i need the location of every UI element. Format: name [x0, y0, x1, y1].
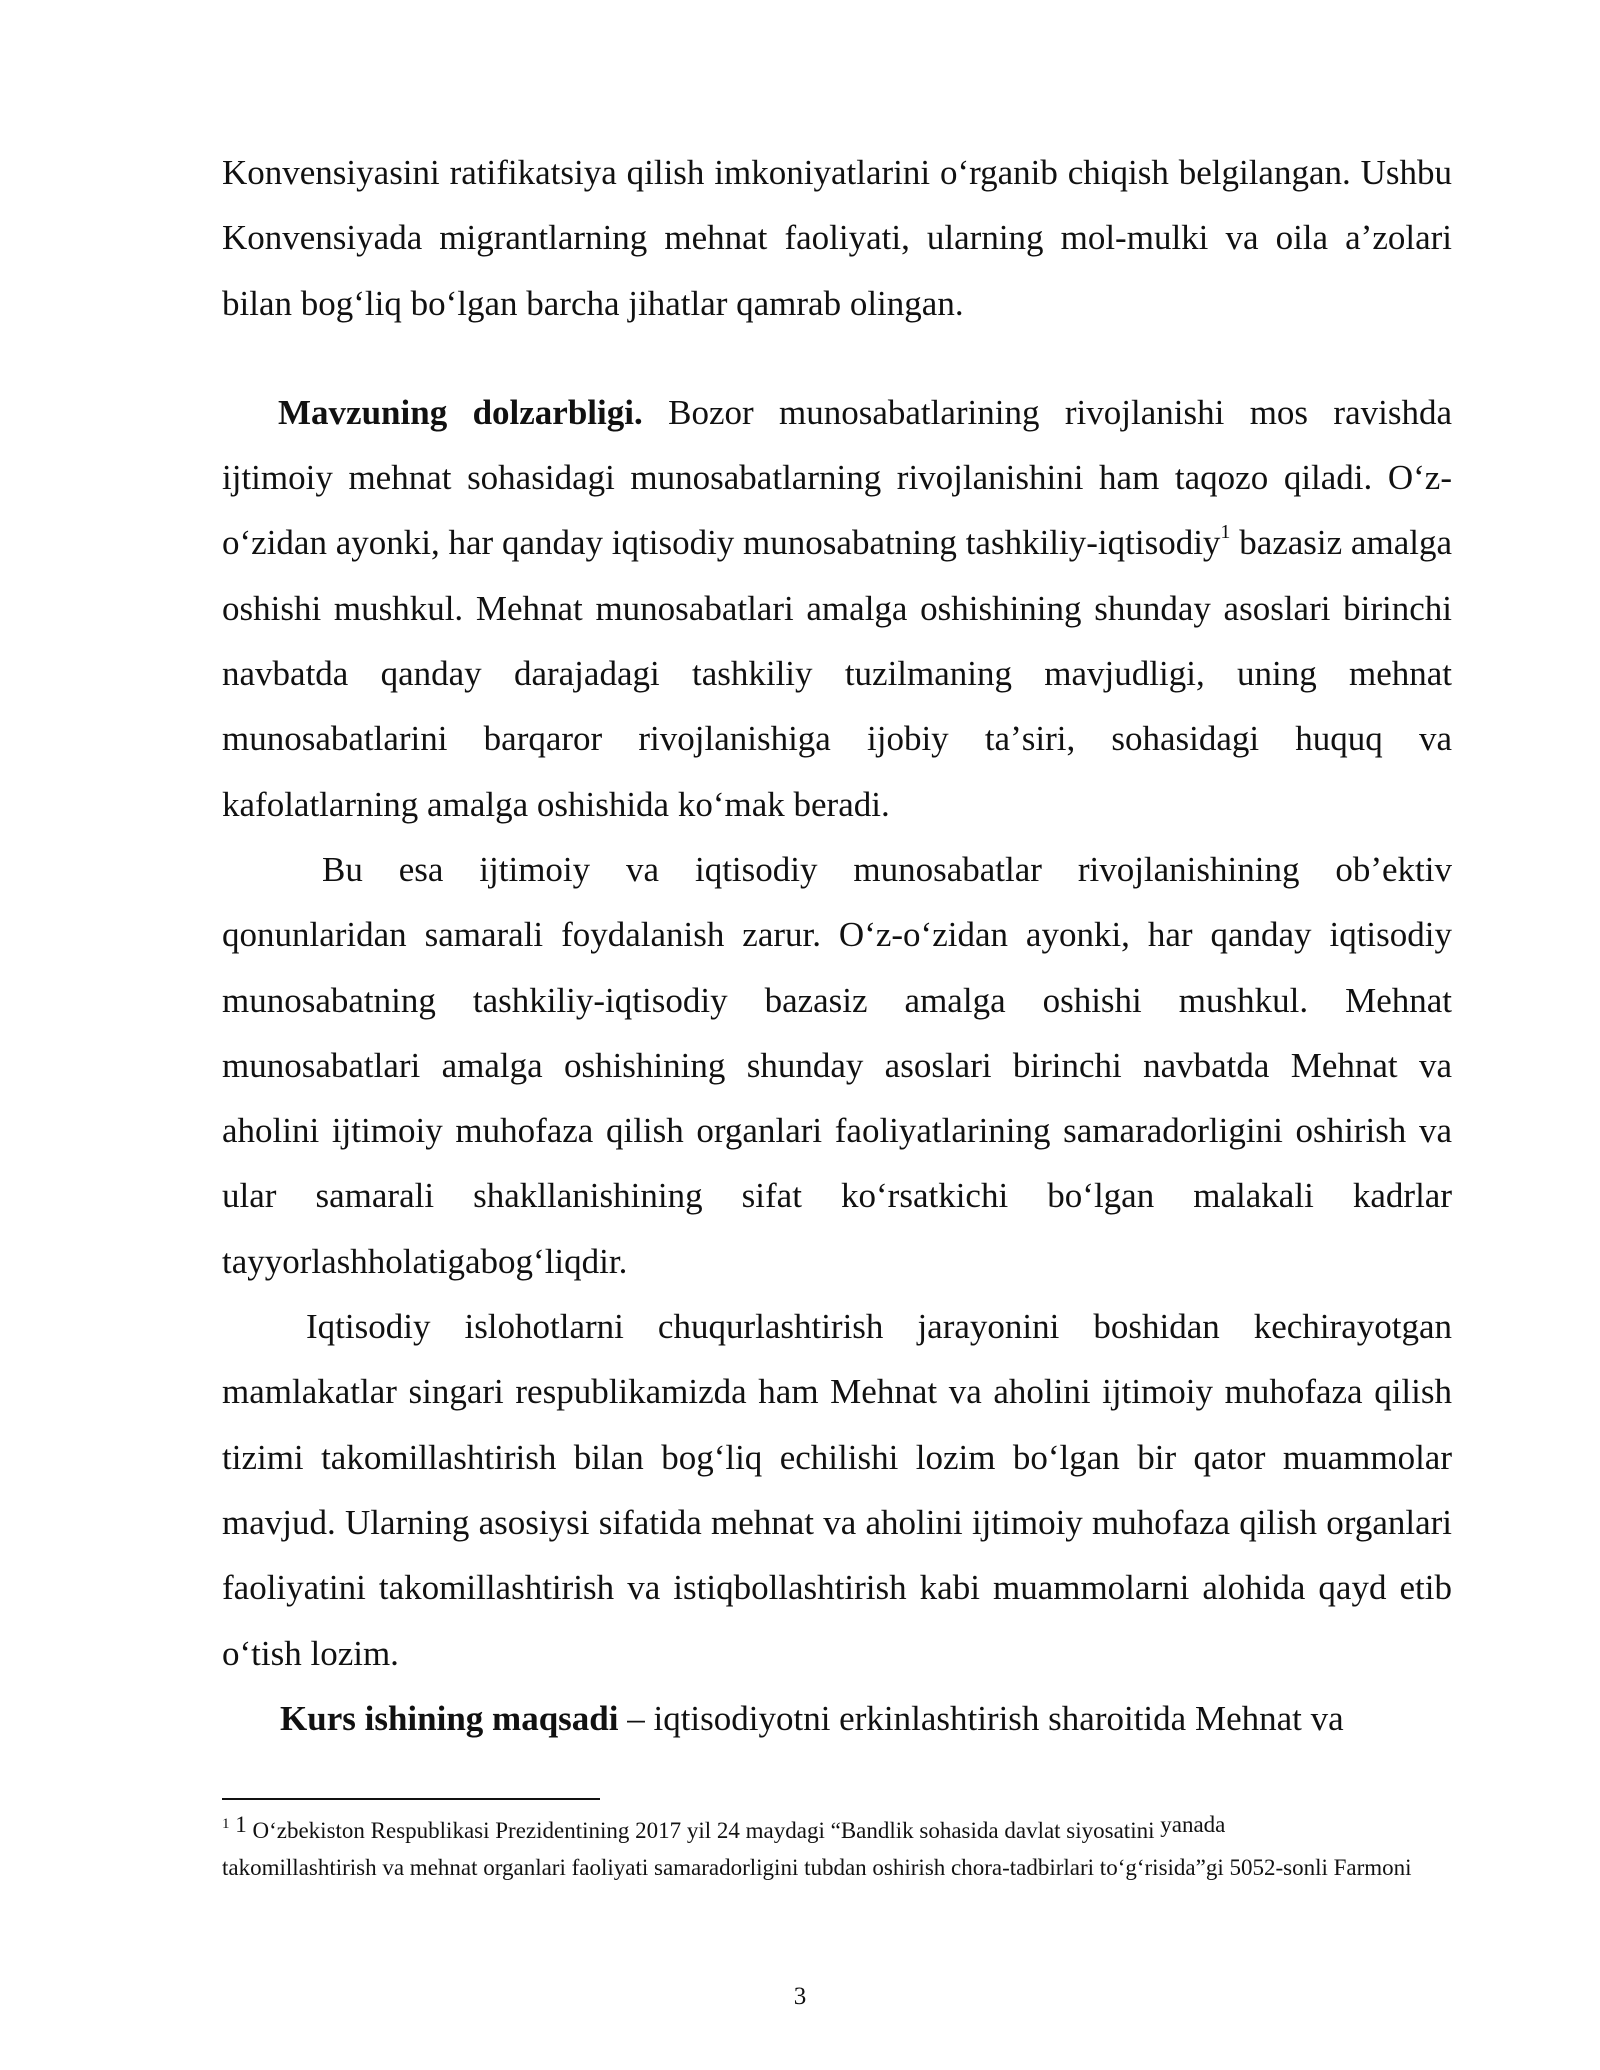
relevance-heading: Mavzuning dolzarbligi.: [278, 392, 643, 432]
footnote-mark: 1: [222, 1816, 230, 1832]
paragraph-convention: [222, 140, 1452, 336]
body-text: [222, 140, 1452, 1751]
paragraph-reforms: [222, 1294, 1452, 1686]
course-goal-text: – iqtisodiyotni erkinlashtirish sharoitida Mehnat va: [618, 1698, 1344, 1738]
footnote-line-2: [222, 1851, 1452, 1885]
paragraph-convention-text: Konvensiyasini ratifikatsiya qilish imkoniyatlarini oʻrganib chiqish belgilangan. Ushbu Konvensiyada migrantlarning mehnat faoliyati, ularning mol-mulki va oila aʼzolari bilan bogʻliq boʻlgan barcha jihatlar qamrab olingan.: [222, 153, 1452, 323]
paragraph-objective-laws: [222, 837, 1452, 1294]
footnote: [222, 1814, 1452, 1885]
paragraph-relevance: [222, 380, 1452, 837]
paragraph-reforms-text: Iqtisodiy islohotlarni chuqurlashtirish jarayonini boshidan kechirayotgan mamlakatlar singari respublikamizda ham Mehnat va aholini ijtimoiy muhofaza qilish tizimi takomillashtirish bilan bogʻliq echilishi lozim boʻlgan bir qator muammolar mavjud. Ularning asosiysi sifatida mehnat va aholini ijtimoiy muhofaza qilish organlari faoliyatini takomillashtirish va istiqbollashtirish kabi muammolarni alohida qayd etib oʻtish lozim.: [222, 1307, 1452, 1673]
footnote-text-rest: takomillashtirish va mehnat organlari faoliyati samaradorligini tubdan oshirish chora-tadbirlari toʻgʻrisida”gi 5052-sonli Farmoni: [222, 1855, 1412, 1880]
page-number: 3: [793, 1983, 807, 2010]
footnote-separator: [222, 1798, 600, 1800]
footnote-line-1: [222, 1814, 1452, 1851]
relevance-text-part2: bazasiz amalga oshishi mushkul. Mehnat munosabatlari amalga oshishining shunday asoslari birinchi navbatda qanday darajadagi tashkiliy tuzilmaning mavjudligi, uning mehnat munosabatlarini barqaror rivojlanishiga ijobiy taʼsiri, sohasidagi huquq va kafolatlarning amalga oshishida koʻmak beradi.: [222, 523, 1452, 824]
footnote-text-raised: yanada: [1154, 1812, 1226, 1837]
course-goal-heading: Kurs ishining maqsadi: [280, 1698, 619, 1738]
paragraph-objective-laws-text: Bu esa ijtimoiy va iqtisodiy munosabatlar rivojlanishining obʼektiv qonunlaridan samarali foydalanish zarur. Oʻz-oʻzidan ayonki, har qanday iqtisodiy munosabatning tashkiliy-iqtisodiy bazasiz amalga oshishi mushkul. Mehnat munosabatlari amalga oshishining shunday asoslari birinchi navbatda Mehnat va aholini ijtimoiy muhofaza qilish organlari faoliyatlarining samaradorligini oshirish va ular samarali shakllanishining sifat koʻrsatkichi boʻlgan malakali kadrlar tayyorlashholatigabogʻliqdir.: [222, 849, 1452, 1281]
footnote-number: 1: [235, 1812, 247, 1837]
paragraph-course-goal: [222, 1686, 1452, 1751]
footnote-text-main: Oʻzbekiston Respublikasi Prezidentining 2017 yil 24 maydagi “Bandlik sohasida davlat siyosatini: [246, 1818, 1155, 1843]
relevance-text-part1: Bozor munosabatlarining rivojlanishi mos ravishda ijtimoiy mehnat sohasidagi munosabatlarning rivojlanishini ham taqozo qiladi. Oʻz-oʻzidan ayonki, har qanday iqtisodiy munosabatning tashkiliy-iqtisodiy: [222, 392, 1452, 563]
footnote-reference[interactable]: 1: [1220, 520, 1231, 543]
